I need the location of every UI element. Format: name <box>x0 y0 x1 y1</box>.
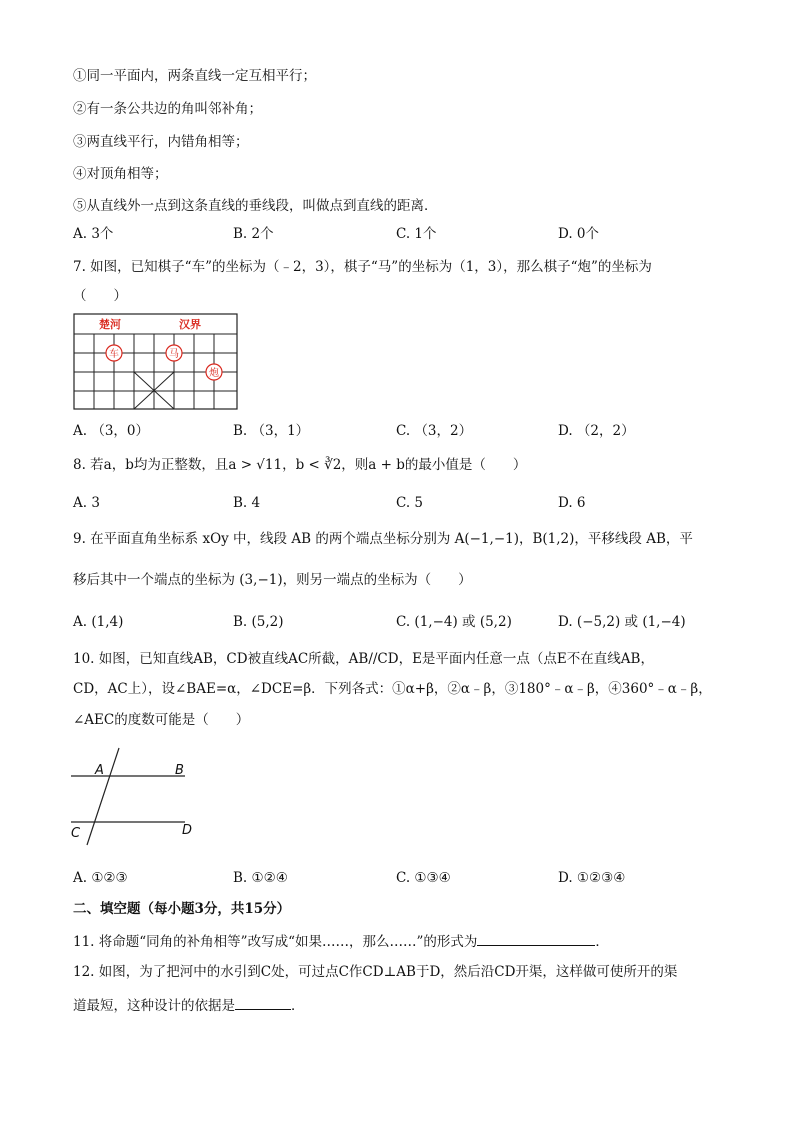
q6-option-c[interactable]: C. 1个 <box>396 226 437 242</box>
chess-board-figure <box>73 313 239 411</box>
q12-line2 <box>73 995 305 1015</box>
q6-option-a[interactable]: A. 3个 <box>73 226 114 242</box>
chess-piece-che <box>106 345 122 361</box>
q12-stem-line1: 12. 如图，为了把河中的水引到C处，可过点C作CD⊥AB于D，然后沿CD开渠，这样做可使所开的渠 <box>73 964 678 980</box>
q7-option-d[interactable]: D. （2，2） <box>558 423 635 439</box>
label-b: B <box>175 763 184 778</box>
q8-option-d[interactable]: D. 6 <box>558 495 586 511</box>
q10-option-c[interactable]: C. ①③④ <box>396 870 451 886</box>
q8-option-a[interactable]: A. 3 <box>73 495 100 511</box>
river-label-right: 汉界 <box>179 318 201 331</box>
label-d: D <box>182 823 193 838</box>
piece-ma-label: 马 <box>169 349 179 360</box>
piece-pao-label: 炮 <box>209 368 219 379</box>
q9-option-a[interactable]: A. (1,4) <box>73 614 124 630</box>
q11-answer-blank[interactable] <box>477 931 595 946</box>
q10-stem-line1: 10. 如图，已知直线AB，CD被直线AC所截，AB//CD，E是平面内任意一点（点E不在直线AB， <box>73 651 654 667</box>
q7-options <box>73 422 733 440</box>
statement-3: ③两直线平行，内错角相等； <box>73 134 249 150</box>
q6-option-d[interactable]: D. 0个 <box>558 226 600 242</box>
q9-option-c[interactable]: C. (1,−4) 或 (5,2) <box>396 614 512 630</box>
label-a: A <box>95 763 104 778</box>
q9-stem-line2: 移后其中一个端点的坐标为 (3,−1)，则另一端点的坐标为（ ） <box>73 572 472 588</box>
q11-end: ． <box>595 934 609 950</box>
q10-option-b[interactable]: B. ①②④ <box>233 870 288 886</box>
q10-option-d[interactable]: D. ①②③④ <box>558 870 626 886</box>
q12-answer-blank[interactable] <box>235 995 291 1010</box>
label-c: C <box>71 826 81 841</box>
q11-line <box>73 931 609 951</box>
q9-stem-line1: 9. 在平面直角坐标系 xOy 中，线段 AB 的两个端点坐标分别为 A(−1,−1)，B(1,2)，平移线段 AB，平 <box>73 531 693 547</box>
q9-option-d[interactable]: D. (−5,2) 或 (1,−4) <box>558 614 686 630</box>
river-label-left: 楚河 <box>99 318 121 331</box>
q8-option-b[interactable]: B. 4 <box>233 495 261 511</box>
q10-stem-line2: CD，AC上），设∠BAE=α，∠DCE=β．下列各式：①α+β，②α﹣β，③180°﹣α﹣β，④360°﹣α﹣β， <box>73 681 712 697</box>
q7-option-c[interactable]: C. （3，2） <box>396 423 473 439</box>
q7-stem-line2: （ ） <box>73 288 127 304</box>
q9-option-b[interactable]: B. (5,2) <box>233 614 284 630</box>
q9-options <box>73 613 733 631</box>
q12-stem-line2: 道最短，这种设计的依据是 <box>73 998 235 1014</box>
chess-piece-ma <box>166 345 182 361</box>
q7-option-b[interactable]: B. （3，1） <box>233 423 310 439</box>
q6-options <box>73 225 733 243</box>
statement-2: ②有一条公共边的角叫邻补角； <box>73 101 262 117</box>
q11-stem: 11. 将命题“同角的补角相等”改写成“如果……，那么……”的形式为 <box>73 934 478 950</box>
statement-5: ⑤从直线外一点到这条直线的垂线段，叫做点到直线的距离． <box>73 198 438 214</box>
q8-options <box>73 494 733 512</box>
piece-che-label: 车 <box>109 349 119 360</box>
q10-option-a[interactable]: A. ①②③ <box>73 870 128 886</box>
statement-1: ①同一平面内，两条直线一定互相平行； <box>73 68 316 84</box>
q7-option-a[interactable]: A. （3，0） <box>73 423 150 439</box>
q8-stem: 8. 若a，b均为正整数，且a > √11，b < ∛2，则a + b的最小值是（ ） <box>73 457 527 473</box>
q12-end: ． <box>291 998 305 1014</box>
statement-4: ④对顶角相等； <box>73 166 168 182</box>
parallel-lines-figure <box>68 746 198 846</box>
q10-options <box>73 869 733 887</box>
q10-stem-line3: ∠AEC的度数可能是（ ） <box>73 712 250 728</box>
q6-option-b[interactable]: B. 2个 <box>233 226 274 242</box>
q7-stem-line1: 7. 如图，已知棋子“车”的坐标为（﹣2，3），棋子“马”的坐标为（1，3），那么棋子“炮”的坐标为 <box>73 259 652 275</box>
section-2-heading: 二、填空题（每小题3分，共15分） <box>73 901 291 917</box>
chess-piece-pao <box>206 364 222 380</box>
q8-option-c[interactable]: C. 5 <box>396 495 424 511</box>
